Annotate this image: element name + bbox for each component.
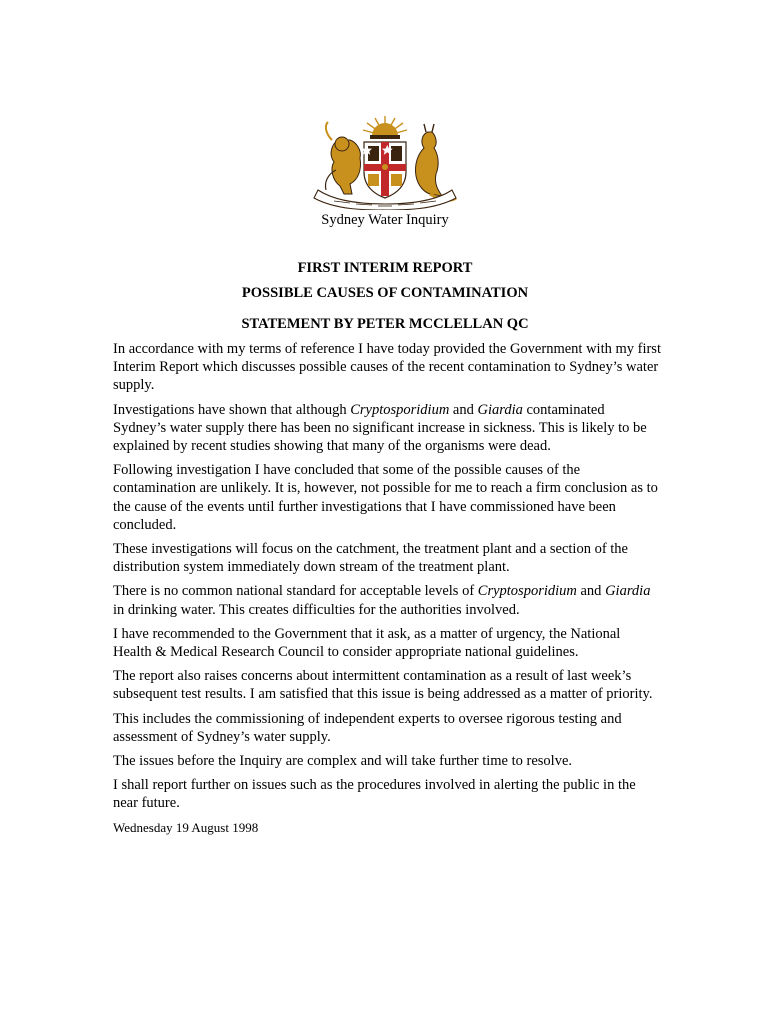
report-title: FIRST INTERIM REPORT	[297, 260, 473, 276]
paragraph-1: In accordance with my terms of reference I have today provided the Government with my first Interim Report which discusses possible causes of the recent contamination to Sydney’s water supply.	[113, 341, 661, 394]
paragraph-2-text-c: contaminated Sydney’s water supply there has been no significant increase in sickness. This is likely to be explained by recent studies showing that many of the organisms were dead.	[113, 401, 647, 455]
paragraph-10: I shall report further on issues such as the procedures involved in alerting the public in the near future.	[113, 777, 636, 812]
paragraph-2-text-a: Investigations have shown that although	[113, 401, 351, 418]
paragraph-4: These investigations will focus on the catchment, the treatment plant and a section of the distribution system immediately down stream of the treatment plant.	[113, 541, 628, 576]
organism-name-italic: Cryptosporidium	[350, 401, 450, 418]
paragraph-3: Following investigation I have concluded that some of the possible causes of the contamination are unlikely. It is, however, not possible for me to reach a firm conclusion as to the cause of the events until further investigations that I have commissioned have been concluded.	[113, 462, 658, 533]
kangaroo-supporter-icon	[415, 124, 456, 200]
paragraph-5	[113, 582, 661, 618]
organism-name-italic: Giardia	[477, 401, 523, 418]
paragraph-5-text-a: There is no common national standard for acceptable levels of	[113, 583, 478, 600]
paragraph-5-text-c: in drinking water. This creates difficulties for the authorities involved.	[113, 601, 520, 618]
organism-name-italic: Giardia	[605, 583, 651, 600]
organism-name-italic: Cryptosporidium	[477, 583, 577, 600]
statement-date: Wednesday 19 August 1998	[113, 819, 259, 835]
paragraph-7: The report also raises concerns about intermittent contamination as a result of last week’s subsequent test results. I am satisfied that this issue is being addressed as a matter of priority.	[113, 668, 653, 703]
paragraph-5-text-b: and	[576, 583, 606, 600]
coat-of-arms-icon	[306, 110, 464, 210]
paragraph-6: I have recommended to the Government that it ask, as a matter of urgency, the National Health & Medical Research Council to consider appropriate national guidelines.	[113, 625, 621, 661]
report-subtitle: POSSIBLE CAUSES OF CONTAMINATION	[241, 285, 529, 301]
inquiry-name: Sydney Water Inquiry	[321, 212, 449, 228]
statement-heading: STATEMENT BY PETER MCCLELLAN QC	[241, 316, 529, 332]
paragraph-2-text-b: and	[449, 401, 478, 418]
paragraph-9: The issues before the Inquiry are complex and will take further time to resolve.	[113, 753, 573, 770]
shield-icon	[361, 142, 406, 198]
statement-body	[113, 340, 661, 843]
lion-supporter-icon	[325, 122, 360, 194]
paragraph-2	[113, 401, 661, 456]
paragraph-8: This includes the commissioning of independent experts to oversee rigorous testing and assessment of Sydney’s water supply.	[113, 710, 622, 745]
rising-sun-icon	[363, 116, 407, 139]
